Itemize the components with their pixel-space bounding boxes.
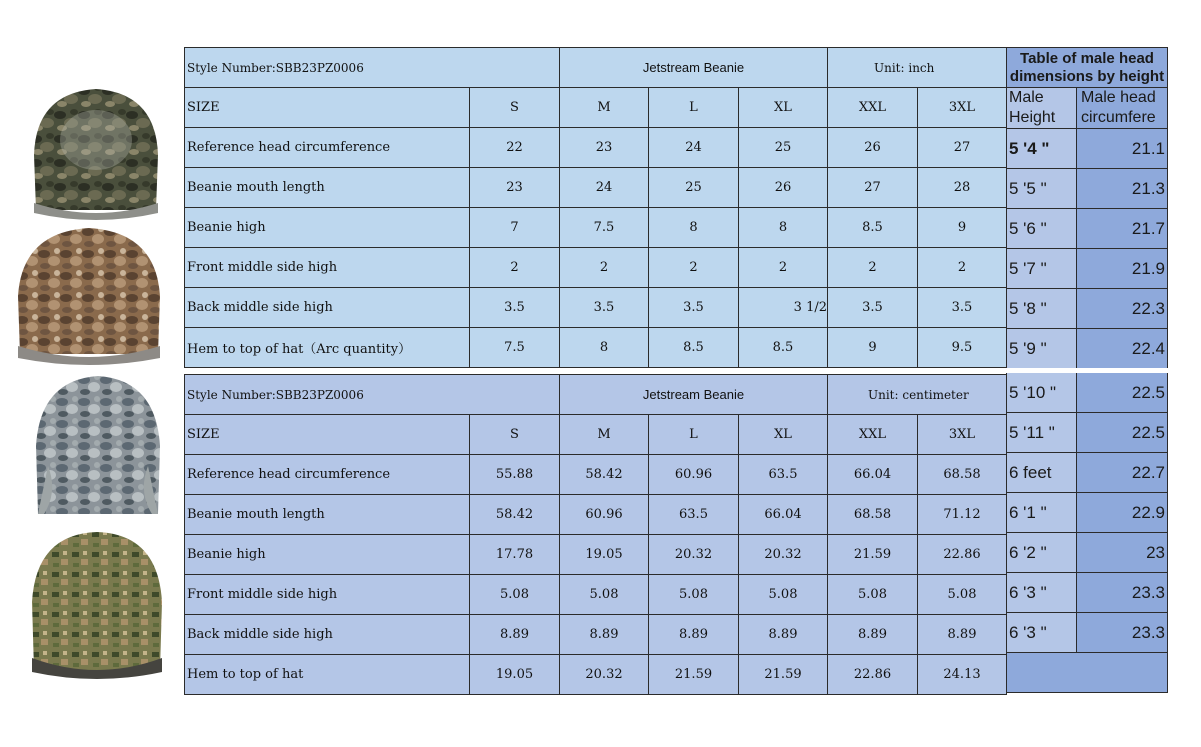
- table-cell: 19.05: [470, 655, 560, 695]
- col-header-circumference: Male head circumfere: [1077, 88, 1168, 129]
- table-cell: 68.58: [828, 495, 918, 535]
- table-row: [185, 495, 1007, 535]
- table-cell: 8.89: [560, 615, 649, 655]
- circumference-cell: 23.3: [1077, 613, 1168, 653]
- table-cell: 21.59: [739, 655, 828, 695]
- table-cell: 5.08: [918, 575, 1007, 615]
- table-row: [1007, 371, 1168, 413]
- size-header: S: [470, 415, 560, 455]
- table-cell: 22.86: [828, 655, 918, 695]
- table-cell: 9: [918, 208, 1007, 248]
- size-header: XL: [739, 88, 828, 128]
- table-row: [185, 455, 1007, 495]
- table-cell: 7.5: [470, 328, 560, 368]
- table-cell: 8.89: [828, 615, 918, 655]
- size-header: L: [649, 415, 739, 455]
- size-header: M: [560, 415, 649, 455]
- height-cell: 5 '10 ": [1007, 371, 1077, 413]
- table-cell: 7.5: [560, 208, 649, 248]
- table-row: [1007, 613, 1168, 653]
- height-cell: 6 '2 ": [1007, 533, 1077, 573]
- table-row: [185, 535, 1007, 575]
- table-cell: 5.08: [739, 575, 828, 615]
- table-cell: 5.08: [470, 575, 560, 615]
- table-row: [1007, 209, 1168, 249]
- height-cell: 5 '5 ": [1007, 169, 1077, 209]
- table-cell: 24: [649, 128, 739, 168]
- height-cell: 5 '11 ": [1007, 413, 1077, 453]
- table-cell: 3.5: [918, 288, 1007, 328]
- circumference-cell: 23.3: [1077, 573, 1168, 613]
- head-table-header-row: [1007, 88, 1168, 129]
- height-cell: 6 '1 ": [1007, 493, 1077, 533]
- table-cell: 8.5: [739, 328, 828, 368]
- size-header: XXL: [828, 415, 918, 455]
- size-header: L: [649, 88, 739, 128]
- table-row: [185, 575, 1007, 615]
- table-cell: 68.58: [918, 455, 1007, 495]
- table-row: [185, 248, 1007, 288]
- table-cell: 26: [828, 128, 918, 168]
- table-cell: 2: [739, 248, 828, 288]
- table-cell: 26: [739, 168, 828, 208]
- table-cell: 3.5: [828, 288, 918, 328]
- table-cell: 7: [470, 208, 560, 248]
- empty-row: [1007, 653, 1168, 693]
- table-row: [1007, 533, 1168, 573]
- empty-cell: [1007, 653, 1168, 693]
- table-row: [1007, 413, 1168, 453]
- table-cell: 3.5: [649, 288, 739, 328]
- table-cell: 60.96: [649, 455, 739, 495]
- product-name: Jetstream Beanie: [560, 375, 828, 415]
- table-cell: 8.89: [918, 615, 1007, 655]
- table-cell: 55.88: [470, 455, 560, 495]
- table-row: [185, 128, 1007, 168]
- table-cell: 27: [828, 168, 918, 208]
- table-cell: 28: [918, 168, 1007, 208]
- row-label: Back middle side high: [185, 288, 470, 328]
- circumference-cell: 22.9: [1077, 493, 1168, 533]
- table-cell: 5.08: [828, 575, 918, 615]
- table-cell: 8: [560, 328, 649, 368]
- table-cell: 23: [560, 128, 649, 168]
- beanie-image-3: [34, 374, 162, 522]
- circumference-cell: 22.5: [1077, 413, 1168, 453]
- table-cell: 60.96: [560, 495, 649, 535]
- height-cell: 5 '8 ": [1007, 289, 1077, 329]
- table-cell: 63.5: [649, 495, 739, 535]
- height-cell: 6 feet: [1007, 453, 1077, 493]
- height-cell: 5 '6 ": [1007, 209, 1077, 249]
- row-label: Beanie mouth length: [185, 495, 470, 535]
- circumference-cell: 23: [1077, 533, 1168, 573]
- row-label: Front middle side high: [185, 248, 470, 288]
- head-table-title-row: [1007, 48, 1168, 88]
- head-dimensions-table: [1006, 47, 1168, 693]
- size-header: M: [560, 88, 649, 128]
- table-cell: 9: [828, 328, 918, 368]
- table-cell: 66.04: [828, 455, 918, 495]
- col-header-height: Male Height: [1007, 88, 1077, 129]
- table-cell: 66.04: [739, 495, 828, 535]
- style-number: Style Number:SBB23PZ0006: [185, 48, 560, 88]
- table-title-row: [185, 48, 1007, 88]
- size-header: SIZE: [185, 415, 470, 455]
- table-row: [185, 288, 1007, 328]
- table-cell: 20.32: [649, 535, 739, 575]
- row-label: Reference head circumference: [185, 128, 470, 168]
- table-row: [1007, 249, 1168, 289]
- table-row: [1007, 493, 1168, 533]
- beanie-image-4: [30, 530, 164, 680]
- row-label: Reference head circumference: [185, 455, 470, 495]
- table-cell: 8.89: [739, 615, 828, 655]
- height-cell: 5 '9 ": [1007, 329, 1077, 371]
- height-cell: 5 '4 ": [1007, 129, 1077, 169]
- table-cell: 5.08: [649, 575, 739, 615]
- table-cell: 8: [739, 208, 828, 248]
- circumference-cell: 22.5: [1077, 371, 1168, 413]
- table-cell: 8.5: [649, 328, 739, 368]
- size-header: XL: [739, 415, 828, 455]
- table-cell: 24.13: [918, 655, 1007, 695]
- table-row: [185, 615, 1007, 655]
- size-table-centimeter: [184, 374, 1007, 695]
- table-row: [1007, 329, 1168, 371]
- circumference-cell: 22.3: [1077, 289, 1168, 329]
- table-cell: 20.32: [739, 535, 828, 575]
- row-label: Beanie mouth length: [185, 168, 470, 208]
- table-cell: 27: [918, 128, 1007, 168]
- circumference-cell: 21.9: [1077, 249, 1168, 289]
- table-cell: 8: [649, 208, 739, 248]
- table-row: [1007, 129, 1168, 169]
- size-header: 3XL: [918, 415, 1007, 455]
- table-cell: 9.5: [918, 328, 1007, 368]
- beanie-image-1: [30, 85, 162, 222]
- table-cell: 25: [649, 168, 739, 208]
- table-cell: 2: [649, 248, 739, 288]
- table-row: [185, 208, 1007, 248]
- size-header: S: [470, 88, 560, 128]
- row-label: Beanie high: [185, 535, 470, 575]
- circumference-cell: 22.7: [1077, 453, 1168, 493]
- circumference-cell: 21.3: [1077, 169, 1168, 209]
- table-cell: 3 1/2: [739, 288, 828, 328]
- height-cell: 6 '3 ": [1007, 573, 1077, 613]
- table-row: [1007, 289, 1168, 329]
- table-cell: 2: [828, 248, 918, 288]
- circumference-cell: 21.1: [1077, 129, 1168, 169]
- size-header: 3XL: [918, 88, 1007, 128]
- table-cell: 2: [470, 248, 560, 288]
- unit-label: Unit: centimeter: [828, 375, 1007, 415]
- table-cell: 3.5: [470, 288, 560, 328]
- table-cell: 63.5: [739, 455, 828, 495]
- table-row: [1007, 453, 1168, 493]
- table-cell: 19.05: [560, 535, 649, 575]
- height-cell: 6 '3 ": [1007, 613, 1077, 653]
- table-title-row: [185, 375, 1007, 415]
- table-cell: 24: [560, 168, 649, 208]
- table-cell: 5.08: [560, 575, 649, 615]
- table-cell: 3.5: [560, 288, 649, 328]
- row-label: Back middle side high: [185, 615, 470, 655]
- table-cell: 22: [470, 128, 560, 168]
- style-number: Style Number:SBB23PZ0006: [185, 375, 560, 415]
- table-cell: 17.78: [470, 535, 560, 575]
- table-row: [185, 328, 1007, 368]
- size-header: SIZE: [185, 88, 470, 128]
- size-table-inch: [184, 47, 1007, 368]
- row-label: Hem to top of hat（Arc quantity）: [185, 328, 470, 368]
- row-label: Front middle side high: [185, 575, 470, 615]
- table-cell: 2: [560, 248, 649, 288]
- table-cell: 2: [918, 248, 1007, 288]
- size-header-row: [185, 415, 1007, 455]
- table-cell: 71.12: [918, 495, 1007, 535]
- table-cell: 25: [739, 128, 828, 168]
- table-row: [185, 168, 1007, 208]
- circumference-cell: 22.4: [1077, 329, 1168, 371]
- table-cell: 8.89: [470, 615, 560, 655]
- size-header-row: [185, 88, 1007, 128]
- table-row: [185, 655, 1007, 695]
- row-label: Hem to top of hat: [185, 655, 470, 695]
- table-cell: 8.5: [828, 208, 918, 248]
- table-row: [1007, 169, 1168, 209]
- circumference-cell: 21.7: [1077, 209, 1168, 249]
- table-cell: 21.59: [828, 535, 918, 575]
- size-header: XXL: [828, 88, 918, 128]
- row-label: Beanie high: [185, 208, 470, 248]
- table-cell: 21.59: [649, 655, 739, 695]
- table-cell: 58.42: [560, 455, 649, 495]
- table-cell: 8.89: [649, 615, 739, 655]
- height-cell: 5 '7 ": [1007, 249, 1077, 289]
- table-cell: 23: [470, 168, 560, 208]
- beanie-image-2: [16, 226, 162, 366]
- head-table-title: Table of male head dimensions by height: [1007, 48, 1168, 88]
- table-cell: 58.42: [470, 495, 560, 535]
- table-cell: 22.86: [918, 535, 1007, 575]
- product-name: Jetstream Beanie: [560, 48, 828, 88]
- unit-label: Unit: inch: [828, 48, 1007, 88]
- table-cell: 20.32: [560, 655, 649, 695]
- table-row: [1007, 573, 1168, 613]
